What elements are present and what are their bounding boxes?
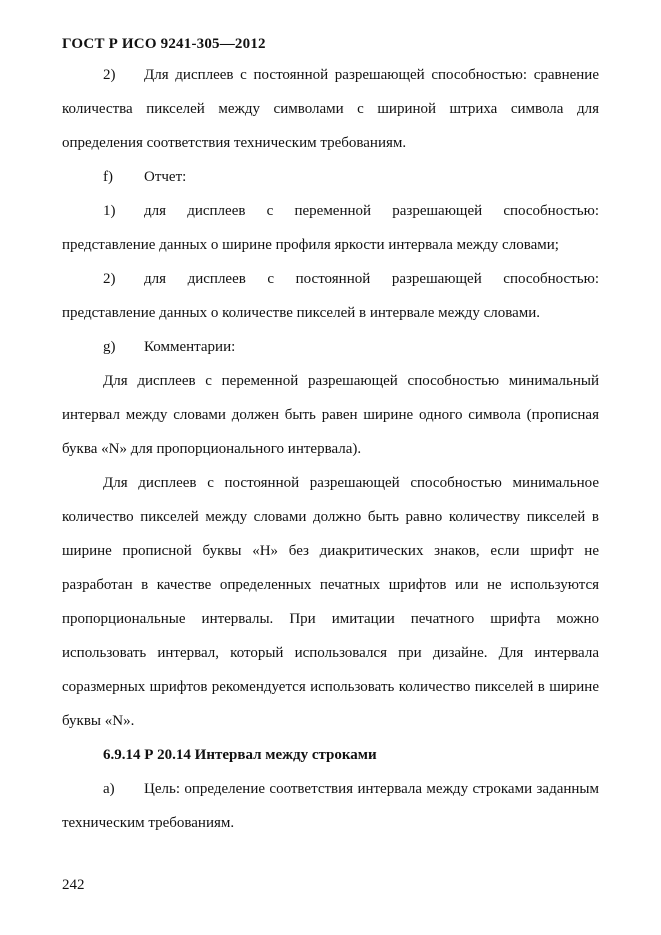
comment-paragraph-1: Для дисплеев с переменной разрешающей способностью минимальный интервал между словами должен быть равен ширине одного символа (прописная буква «N» для пропорционального интервала). [62,373,599,457]
list-marker: f) [103,169,113,185]
section-heading: 6.9.14 Р 20.14 Интервал между строками [103,747,377,763]
document-body [62,58,599,840]
list-item-a-purpose [62,772,599,840]
list-item-text: Комментарии: [144,339,236,355]
page-number: 242 [62,877,85,893]
list-marker: 1) [103,203,116,219]
list-item-text: Цель: определение соответствия интервала между строками заданным техническим требованиям. [62,781,599,831]
list-marker: 2) [103,67,116,83]
list-marker: 2) [103,271,116,287]
comment-paragraph-2: Для дисплеев с постоянной разрешающей способностью минимальное количество пикселей между словами должно быть равно количеству пикселей в ширине прописной буквы «H» без диакритических знаков, если шрифт не разработан в качестве определенных печатных шрифтов или не используются пропорциональные интервалы. При имитации печатного шрифта можно использовать интервал, который использовался при дизайне. Для интервала соразмерных шрифтов рекомендуется использовать количество пикселей в ширине буквы «N». [62,475,599,729]
list-item-text: для дисплеев с постоянной разрешающей способностью: представление данных о количестве пикселей в интервале между словами. [62,271,599,321]
list-item-text: Отчет: [144,169,187,185]
list-marker: а) [103,781,115,797]
report-item-1 [62,194,599,262]
report-item-2 [62,262,599,330]
list-item-2-fixed-resolution [62,58,599,160]
list-item-text: Для дисплеев с постоянной разрешающей способностью: сравнение количества пикселей между символами с шириной штриха символа для определения соответствия техническим требованиям. [62,67,599,151]
list-marker: g) [103,339,116,355]
list-item-text: для дисплеев с переменной разрешающей способностью: представление данных о ширине профиля яркости интервала между словами; [62,203,599,253]
document-header: ГОСТ Р ИСО 9241-305—2012 [62,36,266,52]
list-item-g-comments [62,330,599,364]
list-item-f-report [62,160,599,194]
